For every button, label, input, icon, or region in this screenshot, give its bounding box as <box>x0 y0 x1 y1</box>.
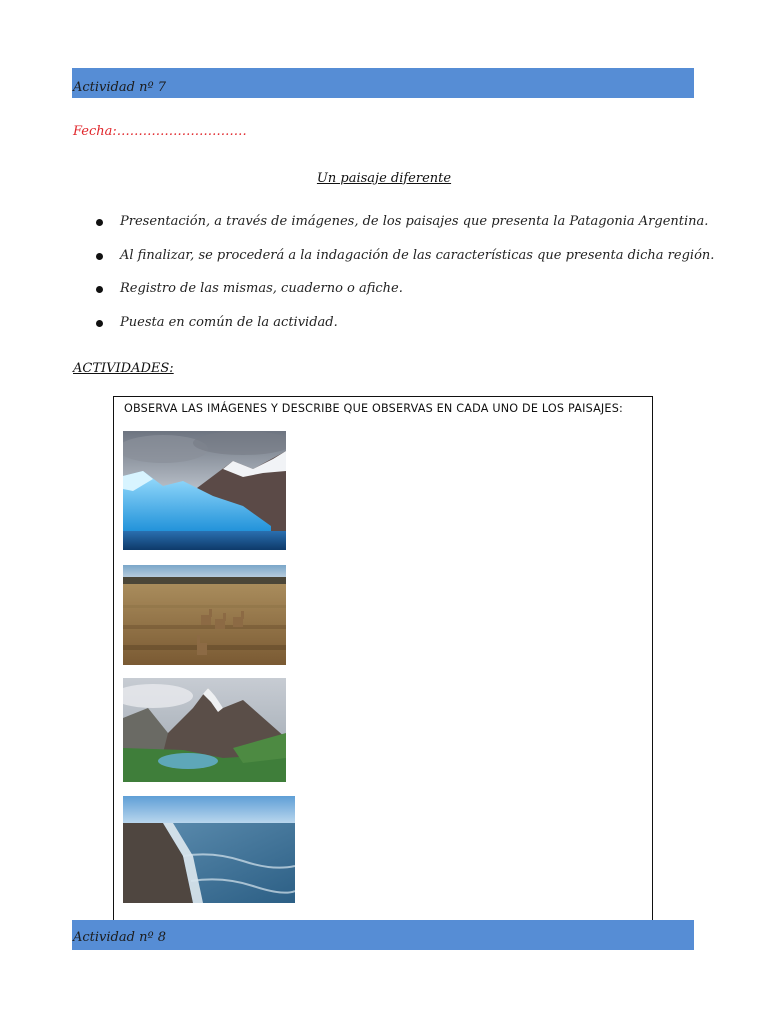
list-item <box>96 281 714 315</box>
bullet-icon <box>96 219 103 226</box>
activity-header-label: Actividad nº 7 <box>73 80 166 95</box>
list-item <box>96 315 714 349</box>
mountain-lake-photo <box>123 678 286 782</box>
coast-sea-photo <box>123 796 295 903</box>
page-title: Un paisaje diferente <box>316 171 452 186</box>
list-item-text: Presentación, a través de imágenes, de los paisajes que presenta la Patagonia Argentina. <box>120 214 709 229</box>
list-item <box>96 214 714 248</box>
date-field: Fecha:………………………… <box>73 124 247 139</box>
section-heading: ACTIVIDADES: <box>73 361 174 376</box>
list-item-text: Puesta en común de la actividad. <box>120 314 338 330</box>
bullet-icon <box>96 253 103 260</box>
activity-footer-label: Actividad nº 8 <box>73 930 166 945</box>
glacier-photo <box>123 431 286 550</box>
list-item <box>96 248 714 282</box>
list-item-text: Al finalizar, se procederá a la indagación de las características que presenta dicha región. <box>120 247 715 263</box>
exercise-box <box>113 396 653 922</box>
exercise-instruction: OBSERVA LAS IMÁGENES Y DESCRIBE QUE OBSERVAS EN CADA UNO DE LOS PAISAJES: <box>124 402 623 415</box>
bullet-icon <box>96 286 103 293</box>
objectives-list <box>96 214 714 348</box>
steppe-guanaco-photo <box>123 565 286 665</box>
list-item-text: Registro de las mismas, cuaderno o afiche. <box>120 281 403 296</box>
bullet-icon <box>96 320 103 327</box>
